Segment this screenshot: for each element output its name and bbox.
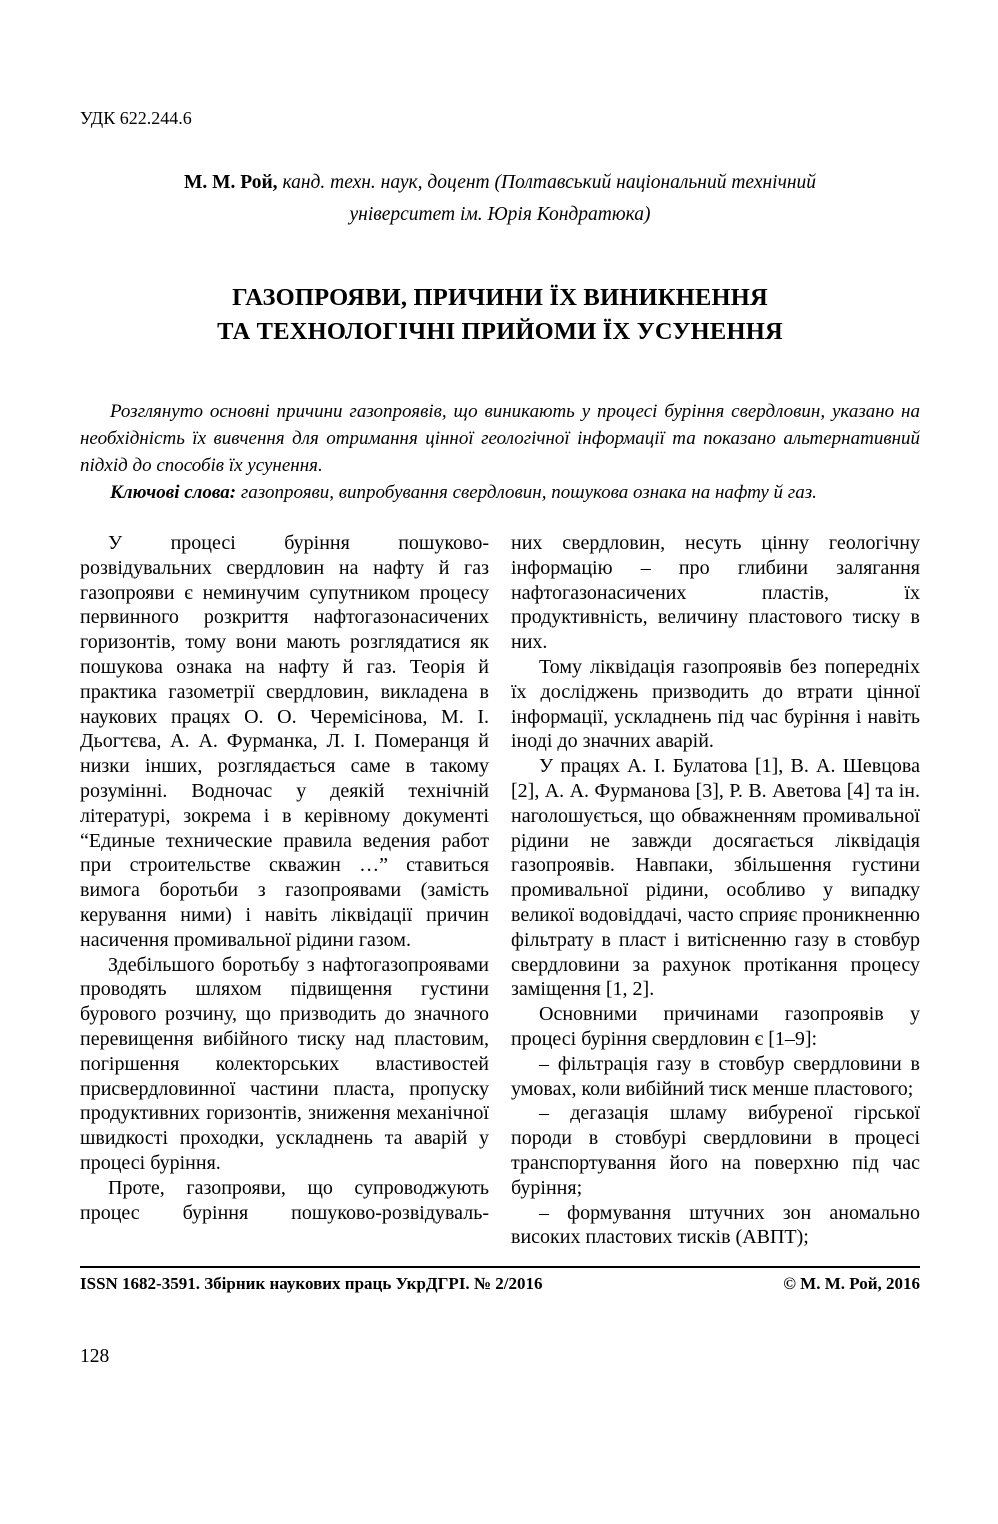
paragraph: У працях А. І. Булатова [1], В. А. Шевцова [2], А. А. Фурманова [3], Р. В. Аветова [4] та ін. наголошується, що обважненням промивальної рідини не завжди досягається ліквідація газопроявів. Навпаки, збільшення густини промивальної рідини, особливо у випадку великої водовіддачі, часто сприяє проникненню фільтрату в пласт і витісненню газу в стовбур свердловини за рахунок протікання процесу заміщення [1, 2]. bbox=[511, 755, 920, 1001]
footer-divider bbox=[80, 1266, 920, 1268]
keywords-text: газопрояви, випробування свердловин, пошукова ознака на нафту й газ. bbox=[236, 482, 817, 503]
article-title-line1: ГАЗОПРОЯВИ, ПРИЧИНИ ЇХ ВИНИКНЕННЯ bbox=[232, 284, 768, 311]
footer bbox=[80, 1273, 920, 1295]
paragraph: У процесі буріння пошуково-розвідувальних свердловин на нафту й газ газопрояви є неминучим супутником процесу первинного розкриття нафтогазонасичених горизонтів, тому вони мають розглядатися як пошукова ознака на нафту й газ. Теорія й практика газометрії свердловин, викладена в наукових працях О. О. Черемісінова, М. І. Дьогтєва, А. А. Фурманка, Л. І. Померанця й низки інших, розглядається саме в такому розумінні. Водночас у деякій технічній літературі, зокрема і в керівному документі “Единые технические правила ведения работ при строительстве скважин …” ставиться вимога боротьби з газопроявами (замість керування ними) і навіть ліквідації причин насичення промивальної рідини газом. bbox=[80, 532, 489, 951]
right-column bbox=[511, 531, 920, 1250]
paragraph: них свердловин, несуть цінну геологічну інформацію – про глибини залягання нафтогазонасичених пластів, їх продуктивність, величину пластового тиску в них. bbox=[511, 532, 920, 654]
keywords-line bbox=[80, 479, 920, 506]
abstract-text: Розглянуто основні причини газопроявів, що виникають у процесі буріння свердловин, указано на необхідність їх вивчення для отримання цінної геологічної інформації та показано альтернативний підхід до способів їх усунення. bbox=[80, 401, 920, 476]
paragraph: Тому ліквідація газопроявів без попередніх їх досліджень призводить до втрати цінної інформації, ускладнень під час буріння і навіть іноді до значних аварій. bbox=[511, 655, 920, 753]
author-block bbox=[80, 167, 920, 231]
page-number: 128 bbox=[80, 1346, 110, 1368]
article-title-line2: ТА ТЕХНОЛОГІЧНІ ПРИЙОМИ ЇХ УСУНЕННЯ bbox=[217, 318, 783, 345]
author-affiliation-line1: канд. техн. наук, доцент (Полтавський національний технічний bbox=[277, 172, 817, 193]
paragraph: Основними причинами газопроявів у процесі буріння свердловин є [1–9]: bbox=[511, 1003, 920, 1050]
keywords-label: Ключові слова: bbox=[110, 482, 237, 503]
author-affiliation-line2: університет ім. Юрія Кондратюка) bbox=[349, 204, 651, 225]
footer-issn: ISSN 1682-3591. Збірник наукових праць УкрДГРІ. № 2/2016 bbox=[80, 1274, 543, 1294]
left-column bbox=[80, 531, 489, 1250]
abstract-block bbox=[80, 398, 920, 506]
author-name: М. М. Рой, bbox=[183, 172, 278, 193]
body-columns bbox=[80, 531, 920, 1250]
list-item-paragraph: – дегазація шламу вибуреної гірської породи в стовбурі свердловини в процесі транспортування його на поверхню під час буріння; bbox=[511, 1102, 920, 1199]
list-item-paragraph: – формування штучних зон аномально високих пластових тисків (АВПТ); bbox=[511, 1201, 920, 1249]
paragraph: Проте, газопрояви, що супроводжують процес буріння пошуково-розвідуваль- bbox=[80, 1176, 489, 1224]
article-title bbox=[80, 281, 920, 349]
paragraph: Здебільшого боротьбу з нафтогазопроявами проводять шляхом підвищення густини бурового розчину, що призводить до значного перевищення вибійного тиску над пластовим, погіршення колекторських властивостей присвердловинної частини пласта, пропуску продуктивних горизонтів, зниження механічної швидкості проходки, ускладнень та аварій у процесі буріння. bbox=[80, 953, 489, 1174]
footer-copyright: © М. М. Рой, 2016 bbox=[783, 1274, 920, 1294]
udc-code: УДК 622.244.6 bbox=[80, 108, 192, 128]
list-item-paragraph: – фільтрація газу в стовбур свердловини в умовах, коли вибійний тиск менше пластового; bbox=[511, 1052, 920, 1100]
